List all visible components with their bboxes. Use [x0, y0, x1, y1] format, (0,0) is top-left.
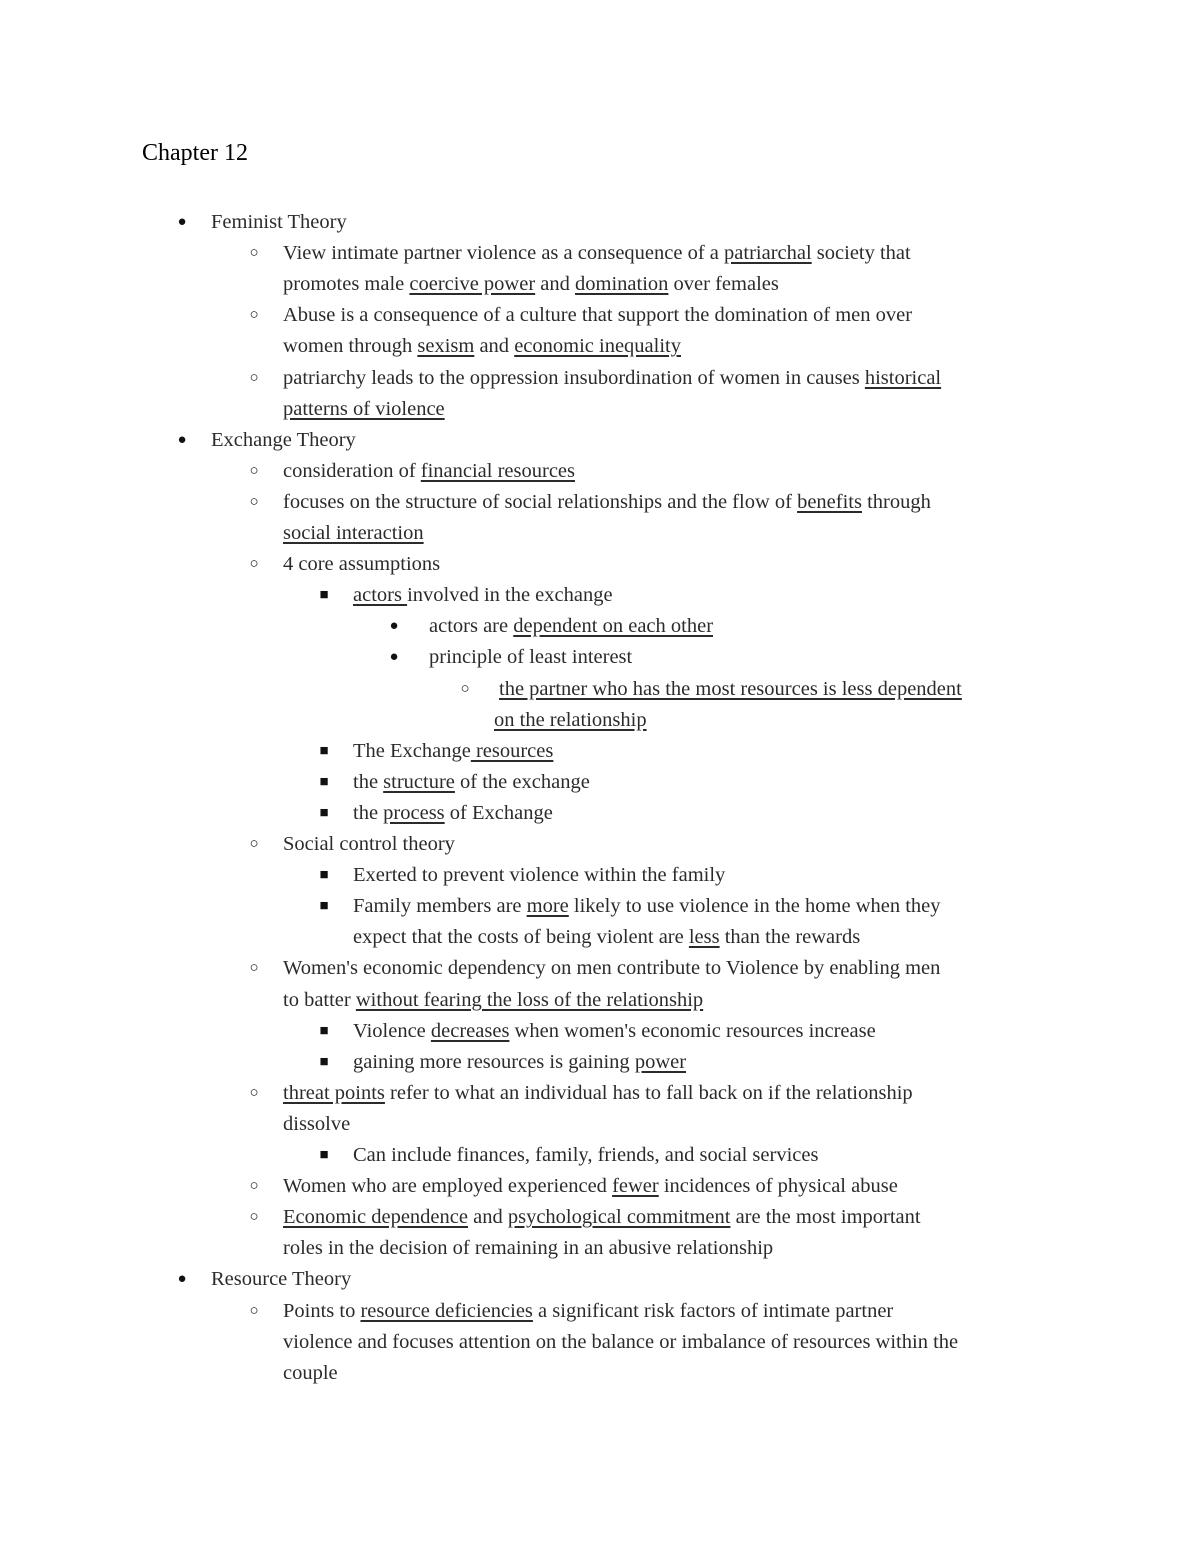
underlined-text: resource deficiencies — [360, 1300, 533, 1322]
bullet-icon: ● — [177, 432, 187, 448]
page-title: Chapter 12 — [142, 140, 248, 166]
outline-line — [283, 238, 911, 269]
outline-line — [353, 767, 590, 798]
line-text: Family members are — [353, 895, 527, 917]
bullet-icon: ■ — [319, 898, 329, 914]
underlined-text: more — [526, 895, 569, 917]
outline-line — [283, 985, 703, 1016]
line-text: promotes male — [283, 273, 410, 295]
underlined-text: economic inequality — [514, 335, 681, 357]
underlined-text: structure — [383, 771, 455, 793]
outline-line — [494, 705, 647, 736]
outline-line — [211, 207, 347, 238]
line-text: of Exchange — [444, 802, 553, 824]
line-text: to batter — [283, 989, 356, 1011]
bullet-icon: ○ — [249, 1303, 259, 1319]
underlined-text: psychological commitment — [507, 1206, 731, 1228]
outline-line — [283, 487, 931, 518]
line-text: Women's economic dependency on men contribute to Violence by enabling men — [283, 957, 941, 979]
line-text: and — [467, 1206, 508, 1228]
bullet-icon: ○ — [249, 463, 259, 479]
outline-line — [283, 1202, 921, 1233]
bullet-icon: ○ — [249, 245, 259, 261]
underlined-text: Economic dependence — [283, 1206, 468, 1228]
line-text: principle of least interest — [429, 646, 633, 668]
line-text: dissolve — [283, 1113, 351, 1135]
bullet-icon: ○ — [249, 1209, 259, 1225]
bullet-icon: ● — [389, 649, 399, 665]
outline-line — [283, 363, 941, 394]
line-text: are the most important — [730, 1206, 921, 1228]
line-text: Women who are employed experienced — [283, 1175, 613, 1197]
outline-line — [353, 860, 725, 891]
outline-line — [353, 891, 941, 922]
line-text: couple — [283, 1362, 338, 1384]
bullet-icon: ■ — [319, 774, 329, 790]
outline-line — [429, 611, 713, 642]
line-text: than the rewards — [719, 926, 861, 948]
line-text: Exchange Theory — [211, 429, 356, 451]
outline-line — [211, 1264, 351, 1295]
underlined-text: fewer — [612, 1175, 659, 1197]
outline-line — [283, 953, 940, 984]
underlined-text: process — [383, 802, 445, 824]
underlined-text: threat points — [283, 1082, 385, 1104]
bullet-icon: ○ — [249, 836, 259, 852]
outline-line — [283, 1358, 338, 1389]
line-text: violence and focuses attention on the balance or imbalance of resources within the — [283, 1331, 959, 1353]
line-text: when women's economic resources increase — [509, 1020, 876, 1042]
line-text: and — [474, 335, 515, 357]
outline-line — [283, 1078, 913, 1109]
outline-line — [283, 1296, 893, 1327]
line-text: focuses on the structure of social relationships and the flow of — [283, 491, 798, 513]
outline-line — [353, 1140, 818, 1171]
line-text: women through — [283, 335, 418, 357]
bullet-icon: ○ — [249, 556, 259, 572]
bullet-icon: ○ — [460, 681, 470, 697]
underlined-text: domination — [575, 273, 669, 295]
underlined-text: on the relationship — [494, 709, 647, 731]
line-text: 4 core assumptions — [283, 553, 441, 575]
bullet-icon: ■ — [319, 805, 329, 821]
line-text: Can include finances, family, friends, and social services — [353, 1144, 819, 1166]
outline-line — [283, 518, 424, 549]
outline-line — [283, 1327, 958, 1358]
underlined-text: coercive power — [409, 273, 536, 295]
bullet-icon: ○ — [249, 1178, 259, 1194]
bullet-icon: ○ — [249, 1085, 259, 1101]
line-text: Points to — [283, 1300, 361, 1322]
bullet-icon: ■ — [319, 1023, 329, 1039]
outline-line — [499, 674, 962, 705]
outline-line — [353, 580, 613, 611]
line-text: the — [353, 771, 384, 793]
line-text: likely to use violence in the home when they — [568, 895, 941, 917]
line-text: through — [861, 491, 931, 513]
bullet-icon: ● — [389, 618, 399, 634]
underlined-text: dependent on each other — [513, 615, 714, 637]
line-text: the — [353, 802, 384, 824]
outline-line — [283, 300, 912, 331]
line-text: actors are — [429, 615, 514, 637]
line-text: society that — [811, 242, 911, 264]
line-text: gaining more resources is gaining — [353, 1051, 635, 1073]
line-text: refer to what an individual has to fall back on if the relationship — [384, 1082, 913, 1104]
line-text: Feminist Theory — [211, 211, 347, 233]
underlined-text: sexism — [417, 335, 475, 357]
outline-line — [283, 829, 455, 860]
bullet-icon: ■ — [319, 587, 329, 603]
underlined-text: historical — [864, 367, 942, 389]
outline-line — [353, 1047, 686, 1078]
line-text: consideration of — [283, 460, 421, 482]
outline-line — [283, 1233, 773, 1264]
outline-line — [283, 394, 445, 425]
line-text: Social control theory — [283, 833, 455, 855]
outline-line — [283, 549, 440, 580]
outline-line — [283, 331, 681, 362]
outline-line — [353, 1016, 876, 1047]
line-text: roles in the decision of remaining in an abusive relationship — [283, 1237, 774, 1259]
line-text: Exerted to prevent violence within the family — [353, 864, 726, 886]
outline-line — [283, 1109, 350, 1140]
outline-line — [283, 456, 575, 487]
bullet-icon: ■ — [319, 1147, 329, 1163]
line-text: patriarchy leads to the oppression insubordination of women in causes — [283, 367, 865, 389]
bullet-icon: ■ — [319, 743, 329, 759]
outline-line — [353, 922, 860, 953]
bullet-icon: ● — [177, 214, 187, 230]
line-text: expect that the costs of being violent are — [353, 926, 689, 948]
line-text: over females — [668, 273, 779, 295]
line-text: Abuse is a consequence of a culture that support the domination of men over — [283, 304, 913, 326]
underlined-text: patterns of violence — [283, 398, 445, 420]
line-text: Violence — [353, 1020, 431, 1042]
underlined-text: decreases — [430, 1020, 510, 1042]
bullet-icon: ■ — [319, 867, 329, 883]
underlined-text: benefits — [797, 491, 862, 513]
underlined-text: patriarchal — [724, 242, 812, 264]
outline-line — [283, 1171, 898, 1202]
line-text: The Exchange — [353, 740, 471, 762]
outline-line — [283, 269, 779, 300]
underlined-text: power — [634, 1051, 687, 1073]
bullet-icon: ○ — [249, 307, 259, 323]
line-text: incidences of physical abuse — [658, 1175, 898, 1197]
line-text: and — [535, 273, 576, 295]
line-text: Resource Theory — [211, 1268, 352, 1290]
bullet-icon: ● — [177, 1271, 187, 1287]
underlined-text: actors — [353, 584, 408, 606]
underlined-text: financial resources — [420, 460, 576, 482]
underlined-text: social interaction — [283, 522, 424, 544]
underlined-text: less — [688, 926, 720, 948]
outline-line — [429, 642, 632, 673]
bullet-icon: ○ — [249, 960, 259, 976]
line-text: a significant risk factors of intimate partner — [532, 1300, 894, 1322]
outline-line — [211, 425, 356, 456]
outline-line — [353, 798, 553, 829]
underlined-text: resources — [470, 740, 554, 762]
bullet-icon: ○ — [249, 370, 259, 386]
underlined-text: without fearing the loss of the relationship — [355, 989, 704, 1011]
bullet-icon: ■ — [319, 1054, 329, 1070]
line-text: involved in the exchange — [407, 584, 613, 606]
outline-line — [353, 736, 553, 767]
underlined-text: the partner who has the most resources is less dependent — [499, 678, 962, 700]
line-text: View intimate partner violence as a consequence of a — [283, 242, 725, 264]
bullet-icon: ○ — [249, 494, 259, 510]
line-text: of the exchange — [454, 771, 590, 793]
